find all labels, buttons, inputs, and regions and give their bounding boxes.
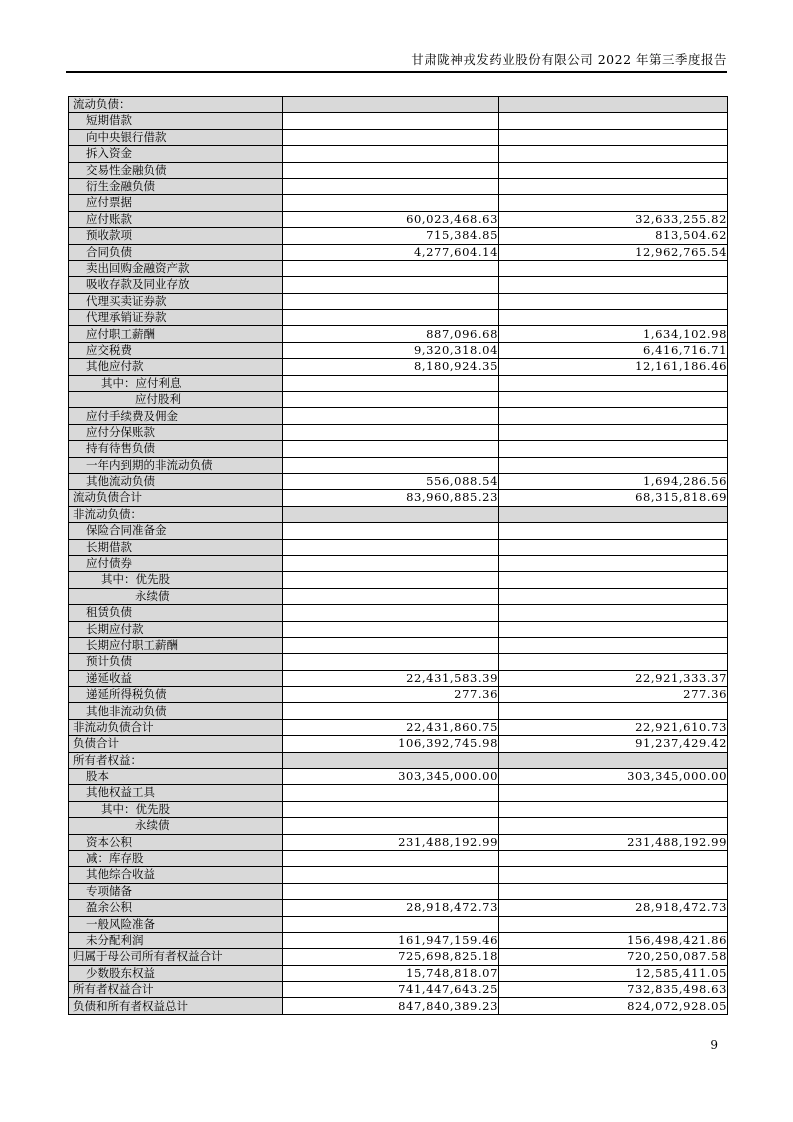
table-row [69, 129, 728, 145]
current-period-value-cell [283, 424, 499, 440]
section-row [69, 752, 728, 768]
prior-period-value-cell [499, 277, 728, 293]
table-row [69, 670, 728, 686]
row-label-cell: 拆入资金 [69, 146, 283, 162]
table-row [69, 244, 728, 260]
table-row [69, 441, 728, 457]
table-row [69, 457, 728, 473]
current-period-value-cell: 741,447,643.25 [283, 982, 499, 998]
current-period-value-cell [283, 523, 499, 539]
prior-period-value-cell: 12,161,186.46 [499, 359, 728, 375]
prior-period-value-cell [499, 375, 728, 391]
current-period-value-cell [283, 539, 499, 555]
current-period-value-cell [283, 555, 499, 571]
table-row [69, 867, 728, 883]
current-period-value-cell: 22,431,860.75 [283, 719, 499, 735]
current-period-value-cell [283, 621, 499, 637]
section-row [69, 97, 728, 113]
current-period-value-cell [283, 195, 499, 211]
prior-period-value-cell: 32,633,255.82 [499, 211, 728, 227]
row-label-cell: 其他权益工具 [69, 785, 283, 801]
prior-period-value-cell: 22,921,333.37 [499, 670, 728, 686]
prior-period-value-cell [499, 457, 728, 473]
balance-sheet-table [68, 96, 728, 1015]
current-period-value-cell [283, 506, 499, 522]
prior-period-value-cell [499, 555, 728, 571]
table-row [69, 916, 728, 932]
row-label-cell: 少数股东权益 [69, 965, 283, 981]
current-period-value-cell [283, 293, 499, 309]
row-label-cell: 代理买卖证券款 [69, 293, 283, 309]
row-label-cell: 向中央银行借款 [69, 129, 283, 145]
current-period-value-cell: 725,698,825.18 [283, 949, 499, 965]
table-row [69, 195, 728, 211]
current-period-value-cell: 4,277,604.14 [283, 244, 499, 260]
current-period-value-cell [283, 703, 499, 719]
row-label-cell: 专项储备 [69, 883, 283, 899]
table-row [69, 703, 728, 719]
table-row [69, 883, 728, 899]
table-row [69, 146, 728, 162]
table-row [69, 277, 728, 293]
prior-period-value-cell [499, 178, 728, 194]
table-row [69, 818, 728, 834]
prior-period-value-cell [499, 408, 728, 424]
prior-period-value-cell [499, 867, 728, 883]
row-label-cell: 预计负债 [69, 654, 283, 670]
prior-period-value-cell [499, 523, 728, 539]
row-label-cell: 应付票据 [69, 195, 283, 211]
prior-period-value-cell: 91,237,429.42 [499, 736, 728, 752]
prior-period-value-cell [499, 424, 728, 440]
table-row [69, 490, 728, 506]
prior-period-value-cell [499, 146, 728, 162]
current-period-value-cell: 28,918,472.73 [283, 900, 499, 916]
row-label-cell: 代理承销证券款 [69, 310, 283, 326]
table-row [69, 424, 728, 440]
prior-period-value-cell [499, 539, 728, 555]
table-row [69, 555, 728, 571]
current-period-value-cell [283, 260, 499, 276]
prior-period-value-cell [499, 785, 728, 801]
table-row [69, 473, 728, 489]
current-period-value-cell [283, 785, 499, 801]
prior-period-value-cell: 12,962,765.54 [499, 244, 728, 260]
table-row [69, 932, 728, 948]
current-period-value-cell [283, 310, 499, 326]
row-label-cell: 未分配利润 [69, 932, 283, 948]
row-label-cell: 长期应付款 [69, 621, 283, 637]
table-row [69, 949, 728, 965]
table-row [69, 637, 728, 653]
prior-period-value-cell [499, 752, 728, 768]
prior-period-value-cell: 68,315,818.69 [499, 490, 728, 506]
row-label-cell: 其他应付款 [69, 359, 283, 375]
row-label-cell: 所有者权益： [69, 752, 283, 768]
current-period-value-cell [283, 146, 499, 162]
prior-period-value-cell: 303,345,000.00 [499, 769, 728, 785]
row-label-cell: 流动负债： [69, 97, 283, 113]
row-label-cell: 合同负债 [69, 244, 283, 260]
report-header-title: 甘肃陇神戎发药业股份有限公司 2022 年第三季度报告 [411, 52, 727, 67]
prior-period-value-cell: 6,416,716.71 [499, 342, 728, 358]
row-label-cell: 长期应付职工薪酬 [69, 637, 283, 653]
table-row [69, 162, 728, 178]
row-label-cell: 减：库存股 [69, 850, 283, 866]
prior-period-value-cell [499, 113, 728, 129]
current-period-value-cell [283, 801, 499, 817]
current-period-value-cell [283, 457, 499, 473]
current-period-value-cell [283, 113, 499, 129]
prior-period-value-cell: 824,072,928.05 [499, 998, 728, 1014]
row-label-cell: 应付手续费及佣金 [69, 408, 283, 424]
prior-period-value-cell: 277.36 [499, 687, 728, 703]
table-row [69, 588, 728, 604]
current-period-value-cell: 303,345,000.00 [283, 769, 499, 785]
row-label-cell: 股本 [69, 769, 283, 785]
current-period-value-cell: 556,088.54 [283, 473, 499, 489]
prior-period-value-cell: 12,585,411.05 [499, 965, 728, 981]
table-row [69, 785, 728, 801]
row-label-cell: 其中：优先股 [69, 572, 283, 588]
row-label-cell: 盈余公积 [69, 900, 283, 916]
prior-period-value-cell: 1,694,286.56 [499, 473, 728, 489]
prior-period-value-cell [499, 441, 728, 457]
table-row [69, 178, 728, 194]
table-row [69, 375, 728, 391]
table-row [69, 850, 728, 866]
table-row [69, 228, 728, 244]
current-period-value-cell: 161,947,159.46 [283, 932, 499, 948]
table-row [69, 260, 728, 276]
row-label-cell: 一年内到期的非流动负债 [69, 457, 283, 473]
balance-sheet-body [69, 97, 728, 1015]
prior-period-value-cell [499, 506, 728, 522]
current-period-value-cell [283, 129, 499, 145]
current-period-value-cell [283, 637, 499, 653]
row-label-cell: 持有待售负债 [69, 441, 283, 457]
current-period-value-cell [283, 916, 499, 932]
row-label-cell: 应付股利 [69, 392, 283, 408]
current-period-value-cell: 847,840,389.23 [283, 998, 499, 1014]
prior-period-value-cell [499, 293, 728, 309]
table-row [69, 719, 728, 735]
row-label-cell: 所有者权益合计 [69, 982, 283, 998]
row-label-cell: 递延所得税负债 [69, 687, 283, 703]
table-row [69, 998, 728, 1014]
current-period-value-cell: 9,320,318.04 [283, 342, 499, 358]
table-row [69, 293, 728, 309]
row-label-cell: 租赁负债 [69, 605, 283, 621]
prior-period-value-cell: 813,504.62 [499, 228, 728, 244]
row-label-cell: 负债和所有者权益总计 [69, 998, 283, 1014]
current-period-value-cell [283, 752, 499, 768]
prior-period-value-cell: 1,634,102.98 [499, 326, 728, 342]
current-period-value-cell [283, 572, 499, 588]
row-label-cell: 应交税费 [69, 342, 283, 358]
row-label-cell: 流动负债合计 [69, 490, 283, 506]
table-row [69, 523, 728, 539]
prior-period-value-cell [499, 392, 728, 408]
row-label-cell: 卖出回购金融资产款 [69, 260, 283, 276]
prior-period-value-cell [499, 162, 728, 178]
row-label-cell: 归属于母公司所有者权益合计 [69, 949, 283, 965]
prior-period-value-cell: 720,250,087.58 [499, 949, 728, 965]
current-period-value-cell [283, 441, 499, 457]
row-label-cell: 其他综合收益 [69, 867, 283, 883]
current-period-value-cell: 715,384.85 [283, 228, 499, 244]
prior-period-value-cell: 732,835,498.63 [499, 982, 728, 998]
prior-period-value-cell [499, 850, 728, 866]
prior-period-value-cell [499, 883, 728, 899]
prior-period-value-cell [499, 818, 728, 834]
row-label-cell: 交易性金融负债 [69, 162, 283, 178]
row-label-cell: 保险合同准备金 [69, 523, 283, 539]
row-label-cell: 长期借款 [69, 539, 283, 555]
current-period-value-cell [283, 162, 499, 178]
row-label-cell: 永续债 [69, 588, 283, 604]
current-period-value-cell: 15,748,818.07 [283, 965, 499, 981]
row-label-cell: 其中：优先股 [69, 801, 283, 817]
section-row [69, 506, 728, 522]
table-row [69, 654, 728, 670]
row-label-cell: 非流动负债： [69, 506, 283, 522]
prior-period-value-cell: 28,918,472.73 [499, 900, 728, 916]
row-label-cell: 应付职工薪酬 [69, 326, 283, 342]
row-label-cell: 短期借款 [69, 113, 283, 129]
table-row [69, 342, 728, 358]
current-period-value-cell [283, 392, 499, 408]
current-period-value-cell [283, 178, 499, 194]
table-row [69, 621, 728, 637]
prior-period-value-cell [499, 588, 728, 604]
current-period-value-cell: 83,960,885.23 [283, 490, 499, 506]
prior-period-value-cell [499, 621, 728, 637]
current-period-value-cell [283, 818, 499, 834]
current-period-value-cell: 8,180,924.35 [283, 359, 499, 375]
row-label-cell: 其中：应付利息 [69, 375, 283, 391]
table-row [69, 801, 728, 817]
row-label-cell: 预收款项 [69, 228, 283, 244]
row-label-cell: 其他非流动负债 [69, 703, 283, 719]
current-period-value-cell: 106,392,745.98 [283, 736, 499, 752]
prior-period-value-cell: 156,498,421.86 [499, 932, 728, 948]
current-period-value-cell [283, 588, 499, 604]
table-row [69, 359, 728, 375]
table-row [69, 605, 728, 621]
current-period-value-cell [283, 654, 499, 670]
prior-period-value-cell [499, 97, 728, 113]
table-row [69, 736, 728, 752]
prior-period-value-cell: 22,921,610.73 [499, 719, 728, 735]
prior-period-value-cell [499, 260, 728, 276]
table-row [69, 211, 728, 227]
table-row [69, 900, 728, 916]
table-row [69, 965, 728, 981]
current-period-value-cell: 887,096.68 [283, 326, 499, 342]
table-row [69, 572, 728, 588]
current-period-value-cell [283, 605, 499, 621]
row-label-cell: 资本公积 [69, 834, 283, 850]
table-row [69, 310, 728, 326]
prior-period-value-cell [499, 703, 728, 719]
current-period-value-cell [283, 408, 499, 424]
prior-period-value-cell [499, 572, 728, 588]
prior-period-value-cell [499, 310, 728, 326]
row-label-cell: 应付分保账款 [69, 424, 283, 440]
current-period-value-cell [283, 375, 499, 391]
current-period-value-cell: 60,023,468.63 [283, 211, 499, 227]
current-period-value-cell [283, 883, 499, 899]
row-label-cell: 应付债券 [69, 555, 283, 571]
prior-period-value-cell: 231,488,192.99 [499, 834, 728, 850]
current-period-value-cell: 277.36 [283, 687, 499, 703]
current-period-value-cell: 22,431,583.39 [283, 670, 499, 686]
header-divider [66, 71, 727, 73]
current-period-value-cell: 231,488,192.99 [283, 834, 499, 850]
table-row [69, 769, 728, 785]
row-label-cell: 负债合计 [69, 736, 283, 752]
row-label-cell: 吸收存款及同业存放 [69, 277, 283, 293]
row-label-cell: 其他流动负债 [69, 473, 283, 489]
table-row [69, 408, 728, 424]
table-row [69, 392, 728, 408]
row-label-cell: 衍生金融负债 [69, 178, 283, 194]
row-label-cell: 应付账款 [69, 211, 283, 227]
current-period-value-cell [283, 867, 499, 883]
row-label-cell: 递延收益 [69, 670, 283, 686]
row-label-cell: 永续债 [69, 818, 283, 834]
table-row [69, 113, 728, 129]
prior-period-value-cell [499, 637, 728, 653]
page-number: 9 [710, 1038, 718, 1052]
prior-period-value-cell [499, 801, 728, 817]
table-row [69, 687, 728, 703]
current-period-value-cell [283, 850, 499, 866]
prior-period-value-cell [499, 654, 728, 670]
table-row [69, 539, 728, 555]
table-row [69, 982, 728, 998]
prior-period-value-cell [499, 916, 728, 932]
row-label-cell: 一般风险准备 [69, 916, 283, 932]
table-row [69, 326, 728, 342]
prior-period-value-cell [499, 605, 728, 621]
current-period-value-cell [283, 277, 499, 293]
row-label-cell: 非流动负债合计 [69, 719, 283, 735]
table-row [69, 834, 728, 850]
prior-period-value-cell [499, 195, 728, 211]
prior-period-value-cell [499, 129, 728, 145]
current-period-value-cell [283, 97, 499, 113]
